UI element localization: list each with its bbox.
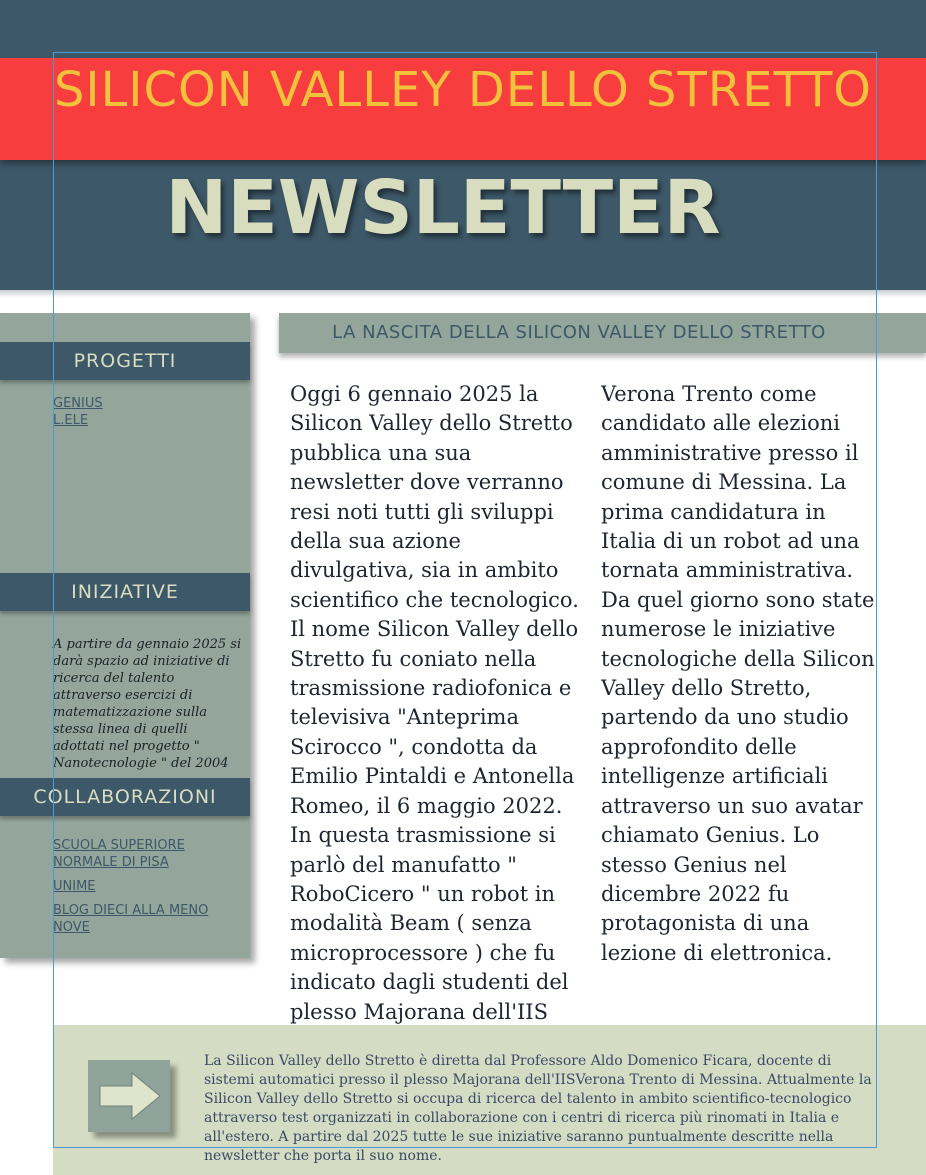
sidebar-heading-iniziative: INIZIATIVE xyxy=(0,573,250,611)
newsletter-title: NEWSLETTER xyxy=(165,165,721,251)
brand-title: SILICON VALLEY DELLO STRETTO xyxy=(53,62,873,118)
article-column-2 xyxy=(601,380,881,1020)
collaborazioni-list xyxy=(53,837,243,936)
article-column-1 xyxy=(290,380,580,1030)
collaborazioni-item-sns[interactable]: SCUOLA SUPERIORE NORMALE DI PISA xyxy=(53,838,185,870)
header-shadow xyxy=(0,290,926,298)
sidebar-heading-progetti: PROGETTI xyxy=(0,342,250,380)
sidebar-heading-collaborazioni: COLLABORAZIONI xyxy=(0,778,250,816)
iniziative-text: A partire da gennaio 2025 si darà spazio ad iniziative di ricerca del talento attraverso esercizi di matematizzazione sulla stessa linea di quelli adottati nel progetto " Nanotecnologie " del 2004 xyxy=(53,637,242,771)
collaborazioni-item-unime[interactable]: UNIME xyxy=(53,879,96,894)
arrow-button[interactable] xyxy=(88,1060,170,1132)
right-arrow-icon xyxy=(88,1060,170,1132)
footer-text: La Silicon Valley dello Stretto è diretta dal Professore Aldo Domenico Ficara, docente di sistemi automatici presso il plesso Majorana dell'IISVerona Trento di Messina. Attualmente la Silicon Valley dello Stretto si occupa di ricerca del talento in ambito scientifico-tecnologico attraverso test organizzati in collaborazione con i centri di ricerca più rinomati in Italia e all'estero. A partire dal 2025 tutte le sue iniziative saranno puntualmente descritte nella newsletter che porta il suo nome. xyxy=(204,1053,872,1164)
article-title: LA NASCITA DELLA SILICON VALLEY DELLO STRETTO xyxy=(332,322,826,343)
progetti-item-genius[interactable]: GENIUS xyxy=(53,396,103,411)
article-body-continued: Verona Trento come candidato alle elezioni amministrative presso il comune di Messina. La prima candidatura in Italia di un robot ad una tornata amministrativa. Da quel giorno sono state numerose le iniziative tecnologiche della Silicon Valley dello Stretto, partendo da uno studio approfondito delle intelligenze artificiali attraverso un suo avatar chiamato Genius. Lo stesso Genius nel dicembre 2022 fu protagonista di una lezione di elettronica. xyxy=(601,382,875,965)
progetti-list xyxy=(53,395,103,429)
article-body: Oggi 6 gennaio 2025 la Silicon Valley dello Stretto pubblica una sua newsletter dove verranno resi noti tutti gli sviluppi della sua azione divulgativa, sia in ambito scientifico che tecnologico. Il nome Silicon Valley dello Stretto fu coniato nella trasmissione radiofonica e televisiva "Anteprima Scirocco ", condotta da Emilio Pintaldi e Antonella Romeo, il 6 maggio 2022. In questa trasmissione si parlò del manufatto " RoboCicero " un robot in modalità Beam ( senza microprocessore ) che fu indicato dagli studenti del plesso Majorana dell'IIS xyxy=(290,382,579,1024)
collaborazioni-item-blog[interactable]: BLOG DIECI ALLA MENO NOVE xyxy=(53,903,209,935)
progetti-item-lele[interactable]: L.ELE xyxy=(53,413,89,428)
